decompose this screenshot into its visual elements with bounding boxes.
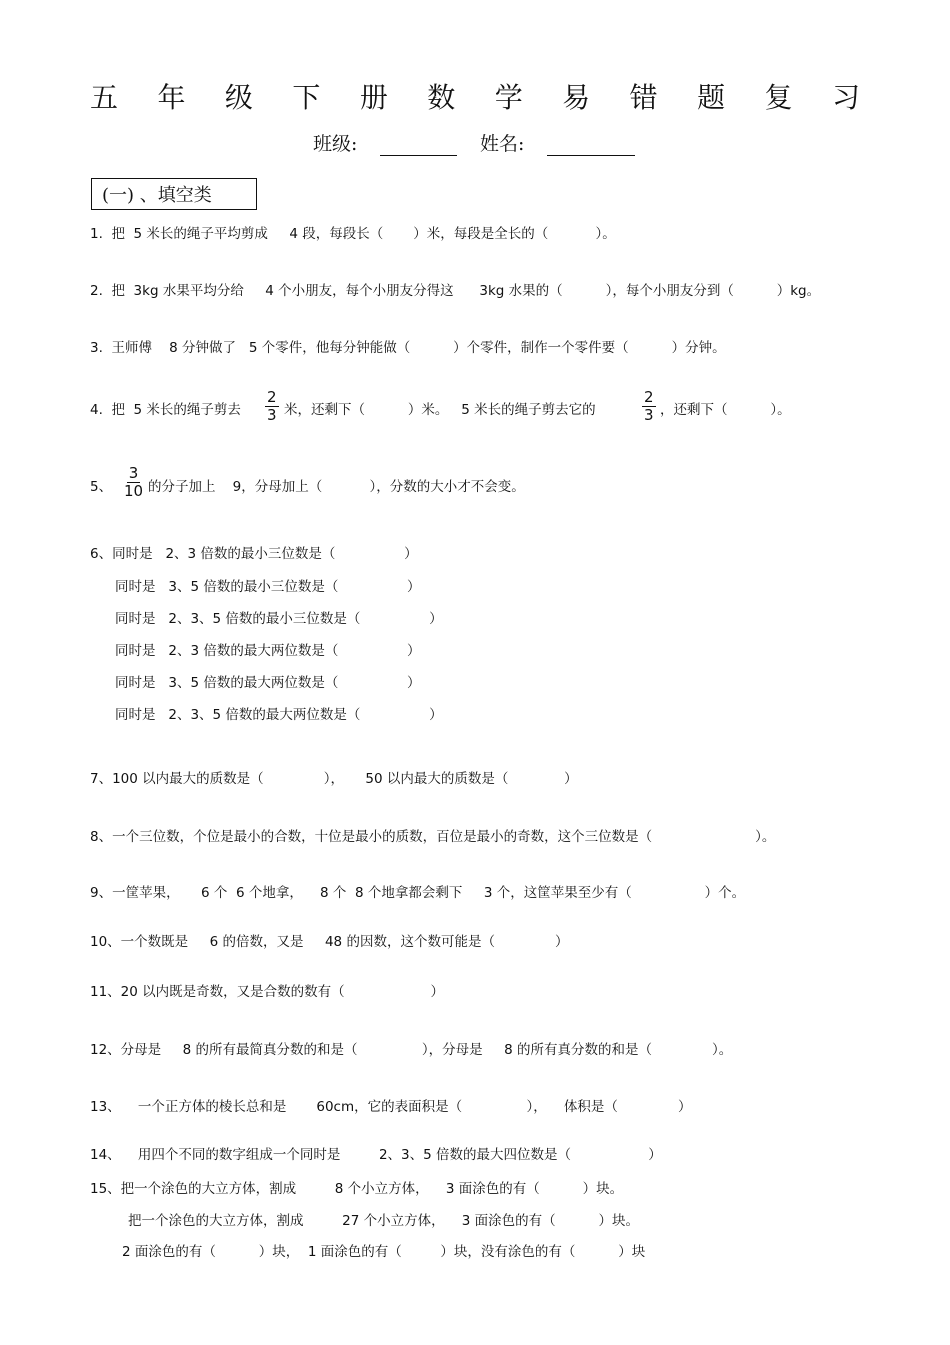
question-6-line-6: 同时是 2、3、5 倍数的最大两位数是（ ） bbox=[115, 707, 443, 723]
fraction-numerator: 3 bbox=[128, 464, 139, 482]
name-blank[interactable] bbox=[547, 155, 635, 156]
title-char: 年 bbox=[157, 81, 186, 114]
question-8: 8、一个三位数，个位是最小的合数，十位是最小的质数，百位是最小的奇数，这个三位数是（ ）。 bbox=[90, 829, 776, 845]
title-char: 五 bbox=[90, 81, 119, 114]
page-title bbox=[90, 76, 860, 116]
question-15-line-3: 2 面涂色的有（ ）块， 1 面涂色的有（ ）块，没有涂色的有（ ）块 bbox=[122, 1244, 646, 1260]
title-char: 易 bbox=[562, 81, 591, 114]
question-5-fraction bbox=[124, 465, 143, 500]
question-6-line-4: 同时是 2、3 倍数的最大两位数是（ ） bbox=[115, 643, 421, 659]
question-6-line-1: 6、同时是 2、3 倍数的最小三位数是（ ） bbox=[90, 546, 418, 562]
question-2: 2. 把 3kg 水果平均分给 4 个小朋友，每个小朋友分得这 3kg 水果的（ ），每个小朋友分到（ ）kg。 bbox=[90, 283, 821, 299]
title-char: 复 bbox=[764, 81, 793, 114]
question-1: 1. 把 5 米长的绳子平均剪成 4 段，每段长（ ）米，每段是全长的（ ）。 bbox=[90, 226, 616, 242]
question-6-line-3: 同时是 2、3、5 倍数的最小三位数是（ ） bbox=[115, 611, 443, 627]
question-9: 9、一筐苹果， 6 个 6 个地拿， 8 个 8 个地拿都会剩下 3 个，这筐苹果至少有（ ）个。 bbox=[90, 885, 746, 901]
question-5-number: 5、 bbox=[90, 479, 113, 495]
class-blank[interactable] bbox=[380, 155, 457, 156]
question-15-line-2: 把一个涂色的大立方体，割成 27 个小立方体， 3 面涂色的有（ ）块。 bbox=[128, 1213, 640, 1229]
title-char: 学 bbox=[494, 81, 523, 114]
title-char: 数 bbox=[427, 81, 456, 114]
question-7: 7、100 以内最大的质数是（ ）， 50 以内最大的质数是（ ） bbox=[90, 771, 578, 787]
fraction-numerator: 2 bbox=[267, 388, 277, 406]
question-11: 11、20 以内既是奇数，又是合数的数有（ ） bbox=[90, 984, 444, 1000]
question-12: 12、分母是 8 的所有最简真分数的和是（ ），分母是 8 的所有真分数的和是（ ）。 bbox=[90, 1042, 733, 1058]
question-14: 14、 用四个不同的数字组成一个同时是 2、3、5 倍数的最大四位数是（ ） bbox=[90, 1147, 662, 1163]
question-6-line-5: 同时是 3、5 倍数的最大两位数是（ ） bbox=[115, 675, 421, 691]
title-char: 册 bbox=[359, 81, 388, 114]
question-13: 13、 一个正方体的棱长总和是 60cm，它的表面积是（ ）， 体积是（ ） bbox=[90, 1099, 692, 1115]
question-5-text: 的分子加上 9，分母加上（ ），分数的大小才不会变。 bbox=[148, 479, 525, 495]
question-4-part-a: 4. 把 5 米长的绳子剪去 bbox=[90, 402, 241, 418]
fraction-numerator: 2 bbox=[644, 388, 654, 406]
name-label: 姓名: bbox=[480, 133, 525, 155]
title-char: 错 bbox=[629, 81, 658, 114]
class-label: 班级: bbox=[313, 133, 358, 155]
title-char: 级 bbox=[224, 81, 253, 114]
question-6-line-2: 同时是 3、5 倍数的最小三位数是（ ） bbox=[115, 579, 421, 595]
title-char: 下 bbox=[292, 81, 321, 114]
fraction-denominator: 3 bbox=[267, 406, 277, 424]
question-10: 10、一个数既是 6 的倍数，又是 48 的因数，这个数可能是（ ） bbox=[90, 934, 569, 950]
title-char: 习 bbox=[831, 81, 860, 114]
question-4-fraction-2 bbox=[642, 389, 656, 424]
fraction-denominator: 10 bbox=[124, 482, 144, 500]
title-char: 题 bbox=[697, 81, 726, 114]
question-15-line-1: 15、把一个涂色的大立方体，割成 8 个小立方体， 3 面涂色的有（ ）块。 bbox=[90, 1181, 624, 1197]
section-title-box: (一) 、填空类 bbox=[91, 178, 257, 210]
question-4-part-c: ，还剩下（ ）。 bbox=[660, 402, 791, 418]
fraction-denominator: 3 bbox=[644, 406, 654, 424]
question-4-part-b: 米，还剩下（ ）米。 5 米长的绳子剪去它的 bbox=[284, 402, 596, 418]
question-3: 3. 王师傅 8 分钟做了 5 个零件，他每分钟能做（ ）个零件，制作一个零件要（ ）分钟。 bbox=[90, 340, 726, 356]
question-4-fraction-1 bbox=[265, 389, 279, 424]
